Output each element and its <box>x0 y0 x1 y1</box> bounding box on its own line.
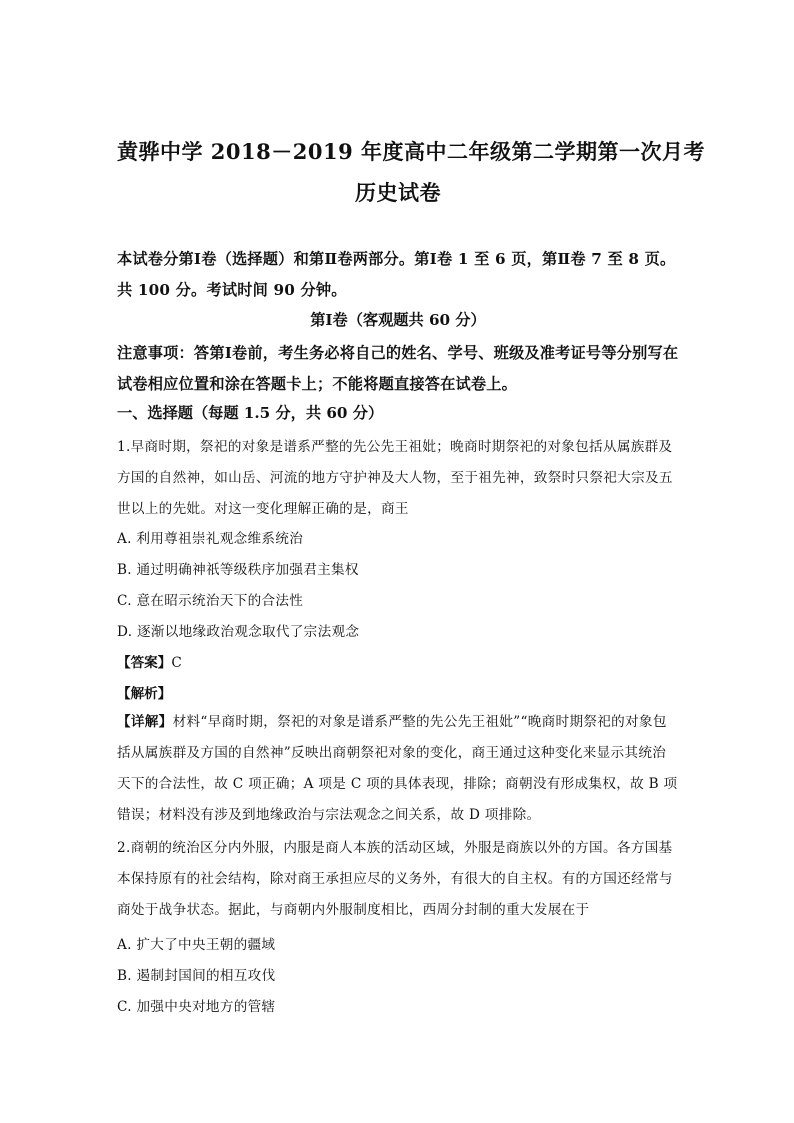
section-heading-multiple-choice: 一、选择题（每题 1.5 分，共 60 分） <box>117 404 384 422</box>
analysis-label: 【解析】 <box>117 686 172 702</box>
exam-instructions: 本试卷分第Ⅰ卷（选择题）和第Ⅱ卷两部分。第Ⅰ卷 1 至 6 页，第Ⅱ卷 7 至 8 页。共 100 分。考试时间 90 分钟。 <box>117 250 676 299</box>
question-1-option-d: D. 逐渐以地缘政治观念取代了宗法观念 <box>117 624 360 640</box>
exam-title: 黄骅中学 2018－2019 年度高中二年级第二学期第一次月考 <box>117 139 706 164</box>
notice-text: 注意事项：答第Ⅰ卷前，考生务必将自己的姓名、学号、班级及准考证号等分别写在试卷相应位置和涂在答题卡上；不能将题直接答在试卷上。 <box>117 344 679 393</box>
question-1-detail <box>117 707 679 831</box>
answer-value: C <box>171 655 182 671</box>
question-1-stem: 1.早商时期，祭祀的对象是谱系严整的先公先王祖妣；晚商时期祭祀的对象包括从属族群及方国的自然神，如山岳、河流的地方守护神及大人物，至于祖先神，致祭时只祭祀大宗及五世以上的先妣。对这一变化理解正确的是，商王 <box>117 439 673 517</box>
exam-subject-title: 历史试卷 <box>355 180 441 205</box>
question-1-answer <box>117 650 182 676</box>
question-2-option-c: C. 加强中央对地方的管辖 <box>117 999 276 1015</box>
detail-text: 材料“早商时期，祭祀的对象是谱系严整的先公先王祖妣”“晚商时期祭祀的对象包括从属族群及方国的自然神”反映出商朝祭祀对象的变化，商王通过这种变化来显示其统治天下的合法性，故 C 项正确；A 项是 C 项的具体表现，排除；商朝没有形成集权，故 B 项错误；材料没有涉及到地缘政治与宗法观念之间关系，故 D 项排除。 <box>117 714 678 823</box>
question-1-option-b: B. 通过明确神祇等级秩序加强君主集权 <box>117 562 359 578</box>
question-1-analysis-label <box>117 681 171 707</box>
question-1-option-a: A. 利用尊祖崇礼观念维系统治 <box>117 531 304 547</box>
question-1-option-c: C. 意在昭示统治天下的合法性 <box>117 593 304 609</box>
volume-1-heading: 第Ⅰ卷（客观题共 60 分） <box>310 311 486 329</box>
question-2-stem: 2.商朝的统治区分内外服，内服是商人本族的活动区域，外服是商族以外的方国。各方国基本保持原有的社会结构，除对商王承担应尽的义务外，有很大的自主权。有的方国还经常与商处于战争状态。据此，与商朝内外服制度相比，西周分封制的重大发展在于 <box>117 840 673 918</box>
question-2-option-a: A. 扩大了中央王朝的疆域 <box>117 937 276 953</box>
detail-label: 【详解】 <box>117 714 173 730</box>
question-2-option-b: B. 遏制封国间的相互攻伐 <box>117 968 276 984</box>
answer-label: 【答案】 <box>117 655 172 671</box>
